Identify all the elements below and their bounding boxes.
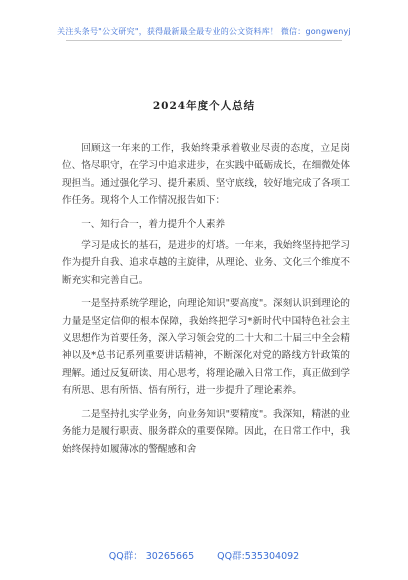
document-body <box>62 140 350 464</box>
footer-qq-group-1: QQ群： 30265665 <box>108 551 195 562</box>
header-notice: 关注头条号"公文研究"，获得最新最全最专业的公文资料库！ 微信：gongwenyj <box>57 27 351 36</box>
paragraph-intro: 回顾这一年来的工作，我始终秉承着敬业尽责的态度，立足岗位、恪尽职守，在学习中追求进步，在实践中砥砺成长，在细微处体现担当。通过强化学习、提升素质、坚守底线，较好地完成了各项工作任务。现将个人工作情况报告如下： <box>62 143 350 207</box>
paragraph-business: 二是坚持扎实学业务，向业务知识"要精度"。我深知，精湛的业务能力是履行职责、服务群众的重要保障。因此，在日常工作中，我始终保持如履薄冰的警醒感和舍 <box>62 408 350 455</box>
footer-contact <box>0 548 408 562</box>
footer-qq-group-2: QQ群:535304092 <box>217 551 300 562</box>
paragraph-theory: 一是坚持系统学理论，向理论知识"要高度"。深刻认识到理论的力量是坚定信仰的根本保障，我始终把学习*新时代中国特色社会主义思想作为首要任务，深入学习领会党的二十大和二十届三中全会精神以及*总书记系列重要讲话精神，不断深化对党的路线方针政策的理解。通过反复研读、用心思考，将理论融入日常工作，真正做到学有所思、思有所悟、悟有所行，进一步提升了理论素养。 <box>62 298 350 397</box>
section-heading-1: 一、知行合一，着力提升个人素养 <box>81 218 226 230</box>
paragraph-learning: 学习是成长的基石，是进步的灯塔。一年来，我始终坚持把学习作为提升自我、追求卓越的主旋律，从理论、业务、文化三个维度不断充实和完善自己。 <box>62 240 350 286</box>
header-divider <box>66 40 342 41</box>
document-title: 2024年度个人总结 <box>152 100 256 112</box>
